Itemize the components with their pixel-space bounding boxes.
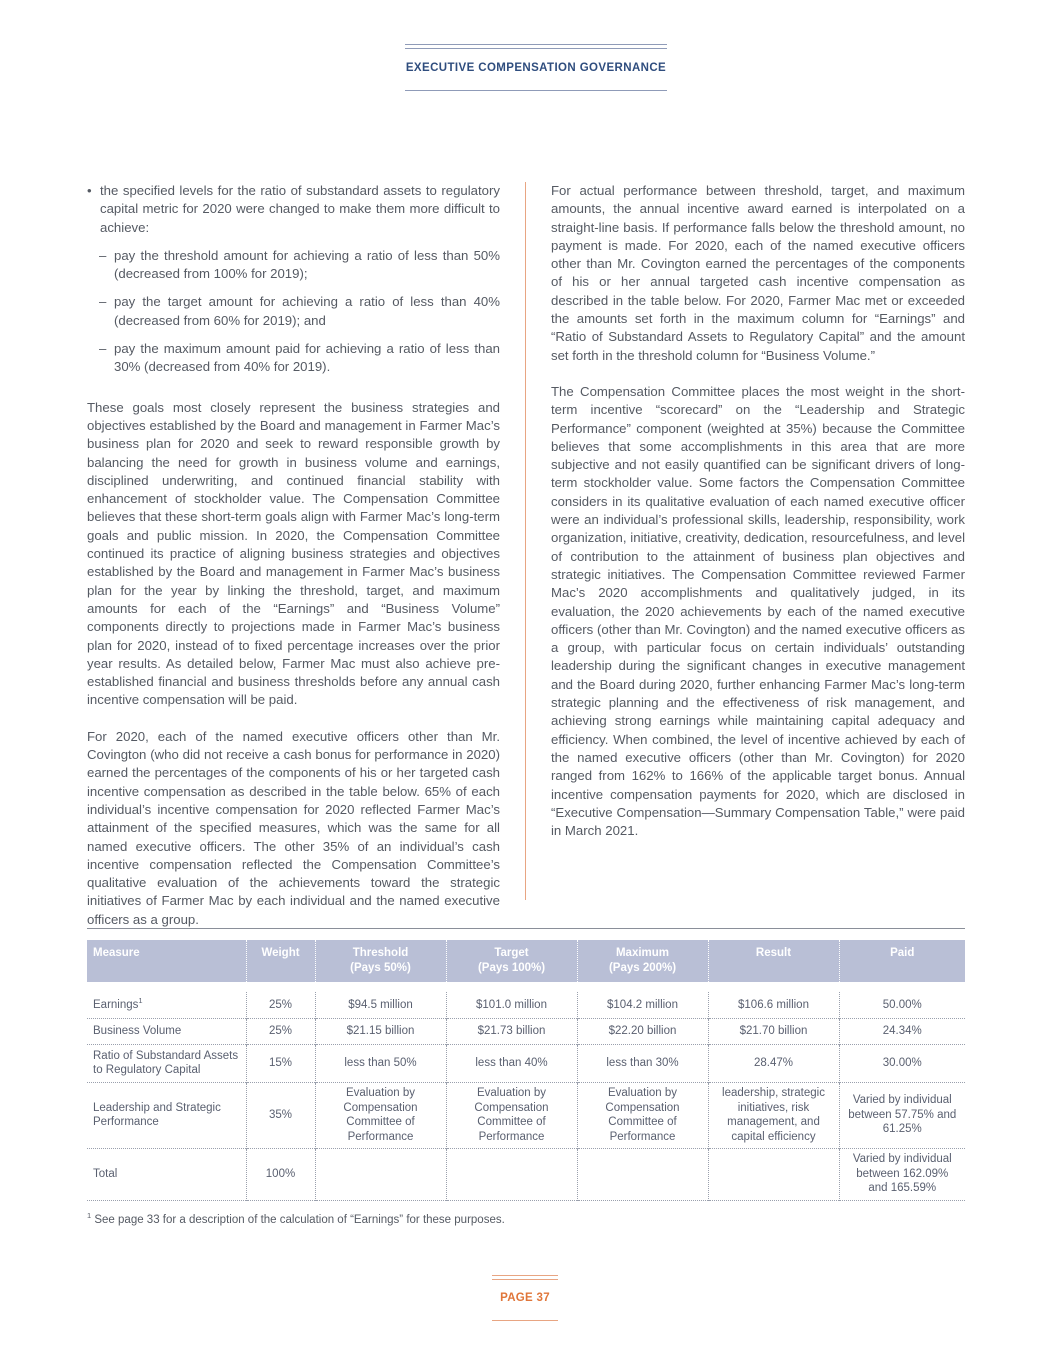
paragraph-leadership-weight: The Compensation Committee places the most weight in the short-term incentive “scorecard” on the “Leadership and Strategic Performance” component (weighted at 35%) because the Committee believes that some accomplishments in this area that are more subjective and not easily quantified can be significant drivers of long-term stockholder value. Some factors the Compensation Committee considers in its qualitative evaluation of each named executive officer were an individual’s professional skills, leadership, responsibility, work organization, initiative, creativity, dedication, resourcefulness, and level of contribution to the attainment of business plan objectives and strategic initiatives. The Compensation Committee reviewed Farmer Mac’s 2020 accomplishments and qualitatively judged, in its evaluation, the 2020 achievements by each of the named executive officers (other than Mr. Covington) and the named executive officers as a group, with particular focus on certain individuals’ outstanding leadership during the significant changes in executive management and the Board during 2020, further enhancing Farmer Mac’s long-term strategic planning and the effectiveness of risk management, and achieving strong earnings while maintaining capital adequacy and efficiency. When combined, the level of incentive achieved by each of the named executive officers (other than Mr. Covington) for 2020 ranged from 162% to 166% of the applicable target bonus. Annual incentive compensation payments for 2020, which are disclosed in “Executive Compensation—Summary Compensation Table,” were paid in March 2021. (551, 383, 965, 839)
cell-measure: Business Volume (87, 1018, 246, 1044)
cell-maximum: $22.20 billion (577, 1018, 708, 1044)
header-rule-top-2 (405, 48, 667, 49)
page-number: PAGE 37 (500, 1292, 550, 1304)
paragraph-interpolation: For actual performance between threshold, target, and maximum amounts, the annual incentive award earned is interpolated on a straight-line basis. If performance falls below the threshold amount, no payment is made. For 2020, each of the named executive officers other than Mr. Covington earned the percentages of the components of his or her annual targeted cash incentive compensation as described in the table below. For 2020, Farmer Mac met or exceeded the amounts set forth in the maximum column for “Earnings” and “Ratio of Substandard Assets to Regulatory Capital” and the amount set forth in the threshold column for “Business Volume.” (551, 183, 965, 363)
table-top-rule (87, 928, 965, 929)
cell-measure: Leadership and Strategic Performance (87, 1082, 246, 1148)
table-row (87, 1018, 965, 1044)
header-paid: Paid (839, 940, 965, 982)
sub-item-maximum: – pay the maximum amount paid for achieving a ratio of less than 30% (decreased from 40% for 2019). (87, 340, 500, 377)
cell-paid: 30.00% (839, 1044, 965, 1082)
table-footnote: $^1$ See page 33 for a description of the calculation of “Earnings” for these purposes. (87, 1211, 505, 1226)
cell-result: $21.70 billion (708, 1018, 839, 1044)
cell-threshold: $94.5 million (315, 992, 446, 1018)
sub-item-target: – pay the target amount for achieving a ratio of less than 40% (decreased from 60% for 2019); and (87, 293, 500, 330)
cell-maximum: less than 30% (577, 1044, 708, 1082)
cell-threshold: $21.15 billion (315, 1018, 446, 1044)
cell-paid: 24.34% (839, 1018, 965, 1044)
paragraph-2020-earnings: For 2020, each of the named executive officers other than Mr. Covington (who did not receive a cash bonus for performance in 2020) earned the percentages of the components of his or her targeted cash incentive compensation as described in the table below. 65% of each individual’s incentive compensation for 2020 reflected Farmer Mac’s attainment of the specified measures, which was the same for all named executive officers. The other 35% of an individual’s cash incentive compensation reflected the Compensation Committee’s qualitative evaluation of the achievements toward the strategic initiatives of Farmer Mac by each individual and the named executive officers as a group. (87, 728, 500, 927)
header-result: Result (708, 940, 839, 982)
header-measure: Measure (87, 940, 246, 982)
right-column (551, 182, 965, 840)
bullet-item: • the specified levels for the ratio of substandard assets to regulatory capital metric for 2020 were changed to make them more difficult to achieve: (87, 182, 500, 237)
paragraph-goals: These goals most closely represent the business strategies and objectives established by the Board and management in Farmer Mac’s business plan for 2020 and seek to reward responsible growth by balancing the need for growth in business volume and earnings, disciplined underwriting, and continued financial stability with enhancement of stockholder value. The Compensation Committee believes that these short-term goals align with Farmer Mac’s long-term goals and public mission. In 2020, the Compensation Committee continued its practice of aligning business strategies and objectives established by the Board and management in Farmer Mac’s business plan for the year by linking the threshold, target, and maximum amounts for each of the “Earnings” and “Business Volume” components directly to projections made in Farmer Mac’s business plan for 2020, instead of to fixed percentage increases over the prior year results. As detailed below, Farmer Mac must also achieve pre-established financial and business thresholds before any annual cash incentive compensation will be paid. (87, 399, 500, 708)
header-rule-top (405, 44, 667, 45)
column-divider (525, 182, 526, 900)
cell-target: Evaluation by Compensation Committee of Performance (446, 1082, 577, 1148)
cell-threshold: less than 50% (315, 1044, 446, 1082)
footer-rule-top (492, 1275, 558, 1276)
cell-target: $21.73 billion (446, 1018, 577, 1044)
table-row (87, 1082, 965, 1148)
cell-target (446, 1148, 577, 1200)
cell-measure: Ratio of Substandard Assets to Regulatory Capital (87, 1044, 246, 1082)
cell-weight: 35% (246, 1082, 315, 1148)
cell-paid: 50.00% (839, 992, 965, 1018)
footer-rule-top-2 (492, 1279, 558, 1280)
table-row (87, 992, 965, 1018)
table-row-total (87, 1148, 965, 1200)
sub-item-threshold: – pay the threshold amount for achieving a ratio of less than 50% (decreased from 100% for 2019); (87, 247, 500, 284)
cell-weight: 100% (246, 1148, 315, 1200)
table-row (87, 1044, 965, 1082)
cell-target: less than 40% (446, 1044, 577, 1082)
cell-paid: Varied by individual between 57.75% and 61.25% (839, 1082, 965, 1148)
cell-result: leadership, strategic initiatives, risk management, and capital efficiency (708, 1082, 839, 1148)
cell-result: 28.47% (708, 1044, 839, 1082)
cell-maximum: Evaluation by Compensation Committee of Performance (577, 1082, 708, 1148)
cell-maximum: $104.2 million (577, 992, 708, 1018)
cell-threshold (315, 1148, 446, 1200)
cell-paid: Varied by individual between 162.09% and 165.59% (839, 1148, 965, 1200)
header-maximum: Maximum (Pays 200%) (577, 940, 708, 982)
cell-result (708, 1148, 839, 1200)
section-title: EXECUTIVE COMPENSATION GOVERNANCE (405, 62, 667, 74)
cell-result: $106.6 million (708, 992, 839, 1018)
cell-measure: Total (87, 1148, 246, 1200)
cell-weight: 25% (246, 992, 315, 1018)
cell-weight: 25% (246, 1018, 315, 1044)
footer-rule-bottom (492, 1320, 558, 1321)
cell-weight: 15% (246, 1044, 315, 1082)
left-column (87, 182, 500, 929)
cell-measure: Earnings$^1$ (93, 995, 143, 1011)
header-rule-bottom (405, 90, 667, 91)
table-header-row (87, 940, 965, 982)
header-weight: Weight (246, 940, 315, 982)
cell-target: $101.0 million (446, 992, 577, 1018)
header-threshold: Threshold (Pays 50%) (315, 940, 446, 982)
incentive-table (87, 940, 965, 1201)
incentive-table-section (87, 928, 965, 1201)
cell-maximum (577, 1148, 708, 1200)
cell-threshold: Evaluation by Compensation Committee of Performance (315, 1082, 446, 1148)
header-target: Target (Pays 100%) (446, 940, 577, 982)
